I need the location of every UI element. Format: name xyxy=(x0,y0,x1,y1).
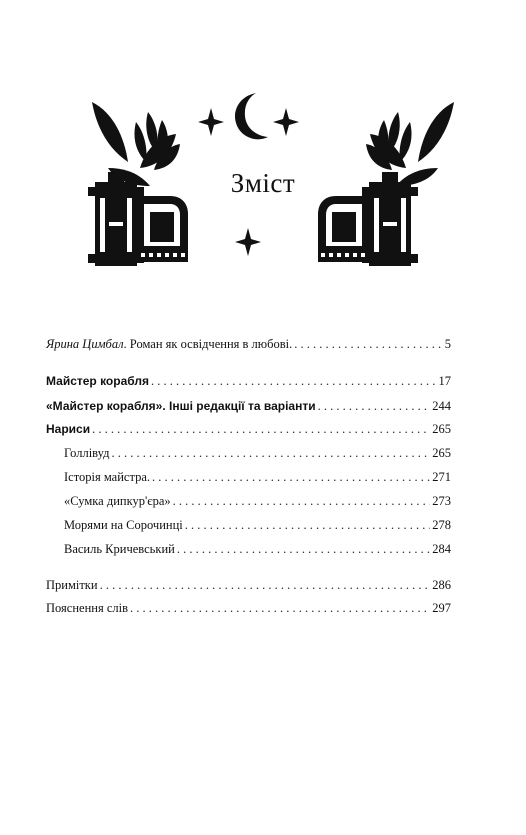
toc-subentry[interactable] xyxy=(46,493,451,510)
toc-subentry[interactable] xyxy=(46,541,451,558)
leader-dots xyxy=(151,373,436,390)
star-left-icon xyxy=(198,108,224,136)
toc-page-number: 273 xyxy=(432,494,451,508)
toc-entry-title: . Роман як освідчення в любові. xyxy=(123,337,293,351)
toc-entry-glossary[interactable] xyxy=(46,600,451,617)
toc-entry-main-2[interactable] xyxy=(46,398,451,415)
leader-dots xyxy=(318,398,431,415)
toc-entry-title: Нариси xyxy=(46,422,91,436)
toc-entry-author: Ярина Цимбал xyxy=(46,337,124,351)
leader-dots xyxy=(152,469,430,486)
toc-page-number: 265 xyxy=(432,446,451,460)
toc-subentry[interactable] xyxy=(46,445,451,462)
leader-dots xyxy=(185,517,431,534)
toc-page-number: 271 xyxy=(432,470,451,484)
star-right-icon xyxy=(273,108,299,136)
leader-dots xyxy=(92,421,430,438)
toc-page-number: 278 xyxy=(432,518,451,532)
leader-dots xyxy=(173,493,431,510)
toc-page-number: 284 xyxy=(432,542,451,556)
crescent-moon-icon xyxy=(235,93,268,139)
star-bottom-icon xyxy=(235,228,261,256)
leader-dots xyxy=(294,336,443,353)
toc-entry-title: «Майстер корабля». Інші редакції та варіанти xyxy=(46,399,316,413)
leader-dots xyxy=(130,600,430,617)
toc-entry-title: Примітки xyxy=(46,578,98,592)
toc-entry-title: «Сумка дипкур'єра» xyxy=(64,494,171,508)
toc-page-number: 244 xyxy=(432,399,451,413)
toc-page-number: 5 xyxy=(444,337,451,351)
toc-subentry[interactable] xyxy=(46,517,451,534)
toc-entry-main-3[interactable] xyxy=(46,421,451,438)
toc-entry-title: Історія майстра. xyxy=(64,470,151,484)
toc-page-number: 17 xyxy=(438,374,451,388)
toc-page-number: 297 xyxy=(432,601,451,615)
toc-entry-title: Голлівуд xyxy=(64,446,110,460)
toc-entry-title: Пояснення слів xyxy=(46,601,128,615)
leader-dots xyxy=(100,577,431,594)
toc-subentry[interactable] xyxy=(46,469,451,486)
header-illustration xyxy=(0,0,526,300)
toc-entry-title: Василь Кричевський xyxy=(64,542,175,556)
toc-page-number: 265 xyxy=(432,422,451,436)
page-title: Зміст xyxy=(230,168,296,198)
toc-page-number: 286 xyxy=(432,578,451,592)
toc-entry-main-1[interactable] xyxy=(46,373,451,390)
toc-entry-intro[interactable] xyxy=(46,336,451,353)
toc-entry-title: Майстер корабля xyxy=(46,374,150,388)
leader-dots xyxy=(177,541,430,558)
leader-dots xyxy=(111,445,430,462)
toc-entry-notes[interactable] xyxy=(46,577,451,594)
toc-entry-title: Морями на Сорочинці xyxy=(64,518,183,532)
